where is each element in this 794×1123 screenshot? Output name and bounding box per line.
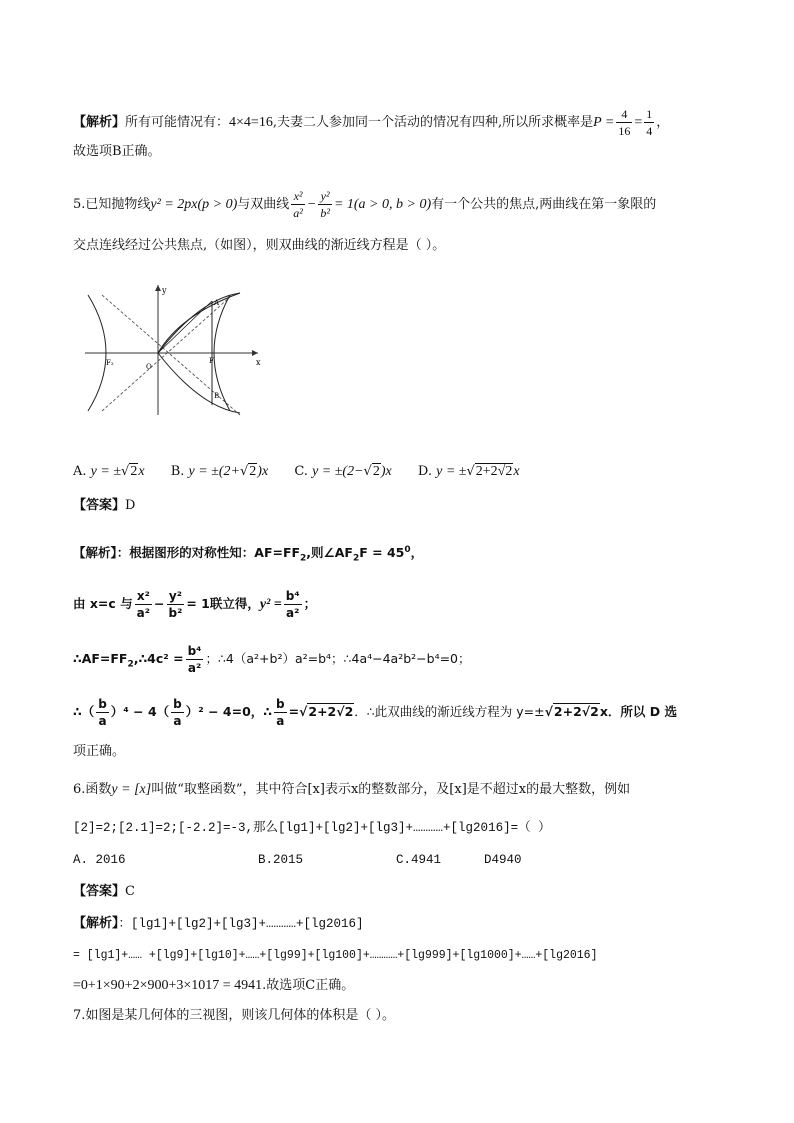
q6-func: y = [x] [111,782,152,797]
option-a[interactable]: A. 2016 [73,853,126,867]
label-b: B [214,392,220,400]
answer-value: C [125,884,135,899]
label-o: O [146,363,152,371]
analysis-l4-mid2: ）² − 4=0，∴ [185,704,272,719]
radical: 2+2√2 [553,704,599,719]
q6-options [73,850,522,870]
q5-hyp-tail: = 1(a > 0, b > 0) [333,197,432,212]
q5-text1: 5.已知抛物线 [73,197,151,212]
tail: ； [303,596,317,611]
label-f: F [209,357,214,365]
q5-analysis-line3 [73,643,471,676]
q5-hyp-y: $\frac{\text{y²}}{\text{b²}}$ [320,189,330,220]
q5-analysis-line4: ∴（ $\frac{b}{a}$ ）⁴ − 4（ $\frac{b}{a}$ ）² − 4=0，∴ $\frac{b}{a}$ =√2+2√2．∴此双曲线的渐近线方程为 y=±√2+2√2x．所以 D 选 [73,697,677,728]
q5-text3: 有一个公共的焦点,两曲线在第一象限的 [431,197,657,212]
q5-stem-line1 [73,188,656,221]
analysis-l1-text: 根据图形的对称性知：AF=FF [129,545,301,561]
y-sq: y² = [259,597,282,612]
segment-oa [158,301,212,353]
analysis-label: 【解析】： [73,545,130,561]
q4-p-label: P = [593,115,615,130]
q4-expr1: 4×4=16 [229,115,273,130]
q6-analysis-line3 [73,976,354,996]
q5-analysis-line1 [73,540,423,569]
q4-eq: = [634,115,643,130]
analysis-l4-pre: ∴（ [73,704,95,719]
q7-stem: 7.如图是某几何体的三视图，则该几何体的体积是（ ）。 [73,1008,396,1023]
option-b[interactable]: B. y = ±(2+√2)x [170,464,269,479]
analysis-l4-text: ．∴此双曲线的渐近线方程为 y=± [354,704,545,719]
analysis-l4-mid1: ）⁴ − 4（ [110,704,170,719]
q5-answer [73,496,135,516]
sub: 2 [127,659,134,670]
q5-analysis-line5: 项正确。 [73,744,126,759]
q6-stem-line2: [2]=2;[2.1]=2;[-2.2]=-3,那么[lg1]+[lg2]+[lg3]+…………+[lg2016]=（ ） [73,821,551,835]
q4-analysis-line1 [73,106,669,139]
q4-text1: 所有可能情况有： [125,115,230,130]
label-x: x [256,358,261,367]
analysis-l4-tail: x．所以 D 选 [599,704,677,719]
q6-text1: 6.函数 [73,782,112,797]
tail: ， [410,545,424,561]
analysis-l2-mid: = 1联立得， [186,596,260,611]
frac: $\frac{\text{b⁴}}{\text{a²}}$ [187,644,202,675]
q5-stem-line2: 交点连线经过公共焦点,（如图），则双曲线的渐近线方程是（ ）。 [73,238,446,253]
asymptote-1 [102,295,240,415]
eq: = [288,704,300,719]
analysis-l3-expr: =0+1×90+2×900+3×1017 = 4941 [73,978,263,993]
frac: $\frac{\text{y²}}{\text{b²}}$ [168,589,183,620]
analysis-l3-pre: ∴AF=FF [73,651,128,666]
q6-analysis-line1 [73,914,364,934]
analysis-l1-text3: F = 45 [359,545,405,561]
option-c[interactable]: C.4941 [396,853,442,867]
q5-hyp-x: $\frac{\text{x²}}{\text{a²}}$ [293,189,303,220]
analysis-label: 【解析】 [73,916,119,931]
analysis-label: 【解析】 [73,115,126,130]
frac: $\frac{b}{a}$ [98,697,107,728]
option-b[interactable]: B.2015 [258,853,304,867]
q4-frac1: $\frac{4}{16}$ [618,107,631,138]
analysis-l3-tail: ；∴4（a²+b²）a²=b⁴；∴4a⁴−4a²b²−b⁴=0； [205,651,471,666]
q6-text2: 叫做“取整函数”，其中符合[x]表示x的整数部分，及[x]是不超过x的最大整数，例如 [151,782,631,797]
q4-tail: ， [656,115,670,130]
option-a[interactable]: A. y = ±√2x [73,464,145,479]
label-y: y [162,286,167,295]
analysis-l3-mid: ,∴4c² = [133,651,184,666]
q5-text2: 与双曲线 [237,197,290,212]
answer-label: 【答案】 [73,884,126,899]
frac: $\frac{b}{a}$ [173,697,182,728]
sub: 2 [352,553,360,564]
answer-value: D [125,498,136,513]
option-d[interactable]: D. y = ±√2+2√2x [417,464,520,479]
q5-parabola: y² = 2px(p > 0) [150,197,238,212]
hyperbola-parabola-figure [80,285,270,420]
analysis-l2-pre: 由 x=c 与 [73,596,133,611]
sub: 2 [300,553,307,564]
minus: − [154,596,165,611]
analysis-l1-text2: ,则∠AF [306,545,353,561]
q6-analysis-line2: = [lg1]+…… +[lg9]+[lg10]+……+[lg99]+[lg100]+…………+[lg999]+[lg1000]+……+[lg2016] [73,949,598,962]
option-d[interactable]: D4940 [484,853,522,867]
frac: $\frac{b}{a}$ [275,697,285,728]
analysis-l3-tail: .故选项C正确。 [262,978,355,993]
sup: 0 [404,545,411,555]
q4-text2: ,夫妻二人参加同一个活动的情况有四种,所以所求概率是 [272,115,594,130]
analysis-l1: ：[lg1]+[lg2]+[lg3]+…………+[lg2016] [118,917,364,931]
answer-label: 【答案】 [73,498,126,513]
q6-stem-line1 [73,780,630,800]
q4-analysis-line2: 故选项B正确。 [73,144,161,159]
label-f2: F₂ [106,359,114,367]
q5-minus: − [306,197,317,212]
q5-analysis-line2 [73,588,316,621]
option-c[interactable]: C. y = ±(2−√2)x [294,464,392,479]
q5-options [73,462,520,482]
radical: 2+2√2 [308,704,354,719]
label-a: A [214,299,220,307]
q4-frac2: $\frac{1}{4}$ [646,107,653,138]
frac: $\frac{\text{x²}}{\text{a²}}$ [136,589,151,620]
asymptote-2 [102,297,230,411]
q6-answer [73,882,135,902]
frac: $\frac{\text{b⁴}}{\text{a²}}$ [285,589,300,620]
